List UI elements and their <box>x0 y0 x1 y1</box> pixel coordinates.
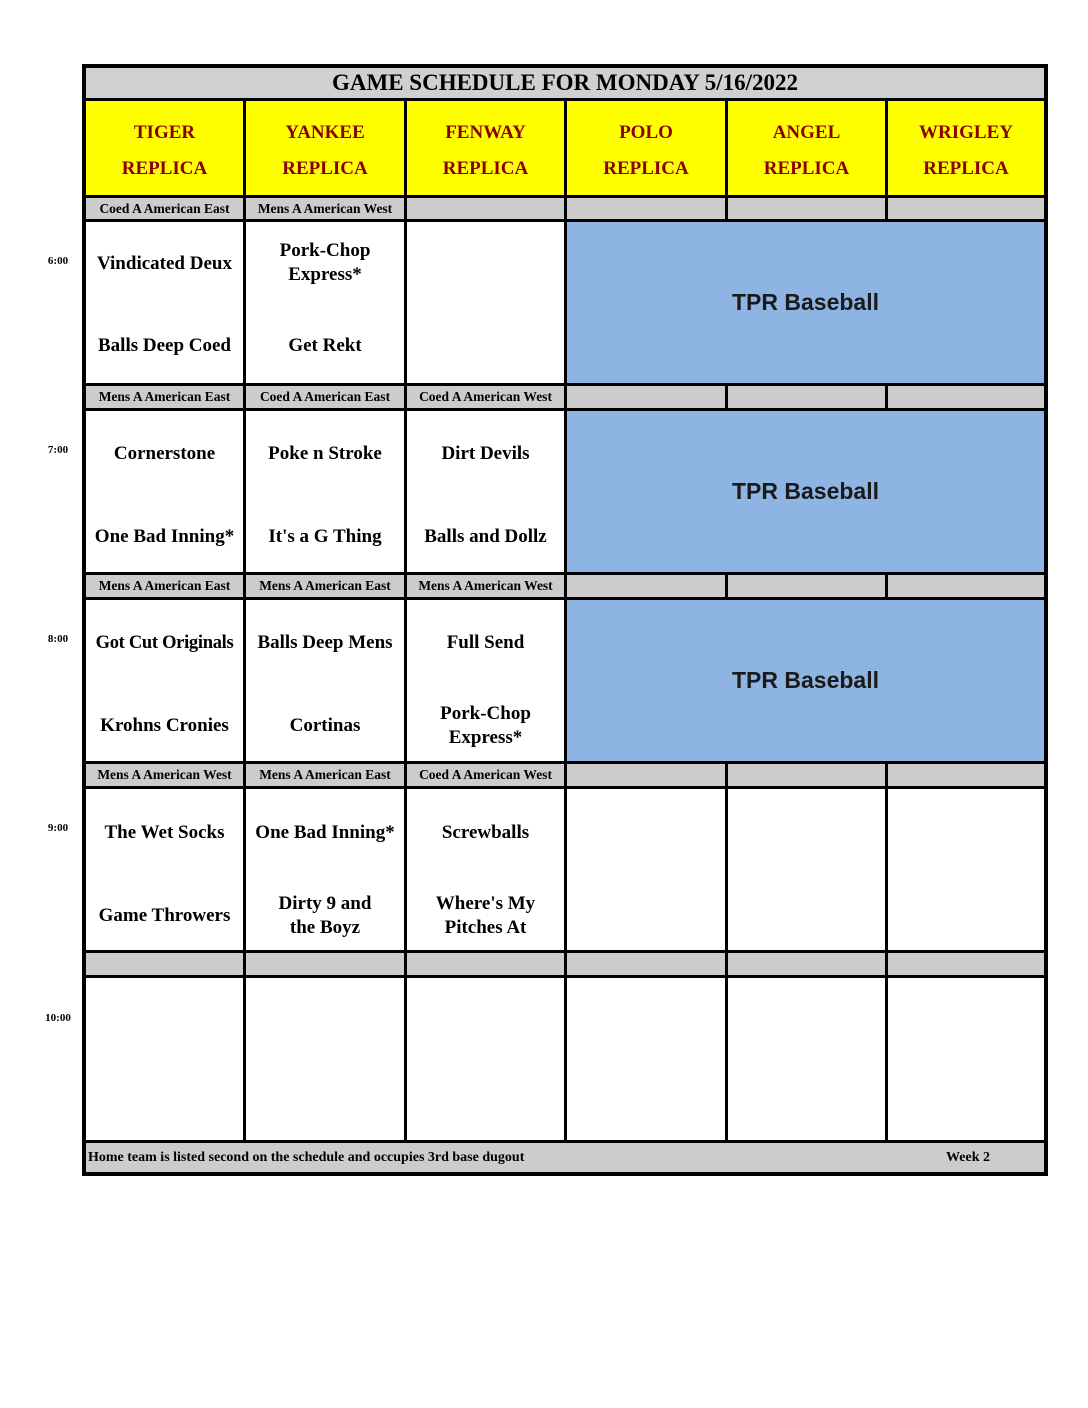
division-label: Coed A American East <box>246 386 404 408</box>
time-label-8: 8:00 <box>47 633 69 645</box>
game-cell <box>246 789 404 950</box>
game-cell <box>728 789 885 950</box>
division-label: Mens A American East <box>246 575 404 597</box>
game-cell <box>407 978 564 1140</box>
home-team: Game Throwers <box>98 905 231 926</box>
home-team: Get Rekt <box>288 335 362 356</box>
schedule-grid <box>82 64 1048 1176</box>
division-label: Mens A American East <box>86 575 243 597</box>
away-team: Got Cut Originals <box>95 633 234 653</box>
division-label <box>567 386 725 408</box>
game-cell <box>407 600 564 761</box>
game-cell <box>86 789 243 950</box>
time-label-6: 6:00 <box>47 255 69 267</box>
reserved-block: TPR Baseball <box>567 411 1044 572</box>
away-team: Poke n Stroke <box>268 443 382 464</box>
game-cell <box>888 978 1044 1140</box>
field-name: ANGEL <box>772 122 841 143</box>
away-team: Pork-Chop Express* <box>279 240 371 285</box>
game-cell <box>567 789 725 950</box>
field-name: POLO <box>619 122 673 143</box>
division-label <box>86 953 243 975</box>
division-label: Mens A American West <box>86 764 243 786</box>
game-cell <box>407 222 564 383</box>
home-team: Balls Deep Coed <box>98 335 231 356</box>
game-cell <box>888 789 1044 950</box>
away-team: Full Send <box>446 632 525 653</box>
page-title: GAME SCHEDULE FOR MONDAY 5/16/2022 <box>86 68 1044 98</box>
division-label <box>888 575 1044 597</box>
field-sub: REPLICA <box>603 158 689 179</box>
away-team: Balls Deep Mens <box>257 632 393 653</box>
division-label <box>407 198 564 219</box>
division-label <box>567 953 725 975</box>
field-sub: REPLICA <box>282 158 368 179</box>
time-label-7: 7:00 <box>47 444 69 456</box>
home-team: Balls and Dollz <box>424 526 547 547</box>
division-label: Mens A American East <box>246 764 404 786</box>
division-label <box>728 198 885 219</box>
division-label: Coed A American West <box>407 764 564 786</box>
field-header-tiger <box>86 101 243 195</box>
game-cell <box>567 978 725 1140</box>
division-label <box>567 764 725 786</box>
away-team: One Bad Inning* <box>255 822 395 843</box>
game-cell <box>86 222 243 383</box>
field-sub: REPLICA <box>923 158 1009 179</box>
home-team: Krohns Cronies <box>100 715 229 736</box>
division-label: Coed A American East <box>86 198 243 219</box>
away-team: Vindicated Deux <box>97 253 232 274</box>
field-name: FENWAY <box>445 122 526 143</box>
division-label <box>407 953 564 975</box>
field-header-angel <box>728 101 885 195</box>
field-header-yankee <box>246 101 404 195</box>
time-label-10: 10:00 <box>45 1012 71 1024</box>
field-header-polo <box>567 101 725 195</box>
division-label <box>567 198 725 219</box>
game-cell <box>246 222 404 383</box>
week-label: Week 2 <box>946 1149 990 1165</box>
home-team: Pork-Chop Express* <box>440 703 531 748</box>
field-header-wrigley <box>888 101 1044 195</box>
field-name: WRIGLEY <box>919 122 1013 143</box>
field-sub: REPLICA <box>121 158 208 179</box>
field-name: YANKEE <box>285 122 365 143</box>
away-team: Screwballs <box>441 822 530 843</box>
away-team: Cornerstone <box>113 443 216 464</box>
division-label: Mens A American West <box>246 198 404 219</box>
footer-bar <box>86 1143 1044 1172</box>
home-team: One Bad Inning* <box>94 526 235 547</box>
away-team: Dirt Devils <box>441 443 530 464</box>
field-name: TIGER <box>133 122 196 143</box>
home-team: It's a G Thing <box>268 526 382 547</box>
game-cell <box>246 600 404 761</box>
division-label <box>888 953 1044 975</box>
footer-note: Home team is listed second on the schedule and occupies 3rd base dugout <box>88 1149 525 1165</box>
division-label <box>728 386 885 408</box>
field-sub: REPLICA <box>442 158 529 179</box>
field-header-fenway <box>407 101 564 195</box>
away-team: The Wet Socks <box>104 822 225 843</box>
home-team: Cortinas <box>289 715 361 736</box>
game-cell <box>86 600 243 761</box>
division-label <box>246 953 404 975</box>
reserved-block: TPR Baseball <box>567 222 1044 383</box>
reserved-block: TPR Baseball <box>567 600 1044 761</box>
division-label: Mens A American East <box>86 386 243 408</box>
division-label <box>888 386 1044 408</box>
division-label <box>888 198 1044 219</box>
game-cell <box>246 411 404 572</box>
division-label: Mens A American West <box>407 575 564 597</box>
home-team: Where's My Pitches At <box>435 893 536 938</box>
field-sub: REPLICA <box>763 158 850 179</box>
game-cell <box>246 978 404 1140</box>
division-label <box>567 575 725 597</box>
game-cell <box>86 978 243 1140</box>
division-label <box>728 575 885 597</box>
home-team: Dirty 9 and the Boyz <box>278 893 372 938</box>
time-label-9: 9:00 <box>47 822 69 834</box>
division-label: Coed A American West <box>407 386 564 408</box>
division-label <box>888 764 1044 786</box>
game-cell <box>407 411 564 572</box>
game-cell <box>407 789 564 950</box>
division-label <box>728 953 885 975</box>
game-cell <box>728 978 885 1140</box>
division-label <box>728 764 885 786</box>
game-cell <box>86 411 243 572</box>
